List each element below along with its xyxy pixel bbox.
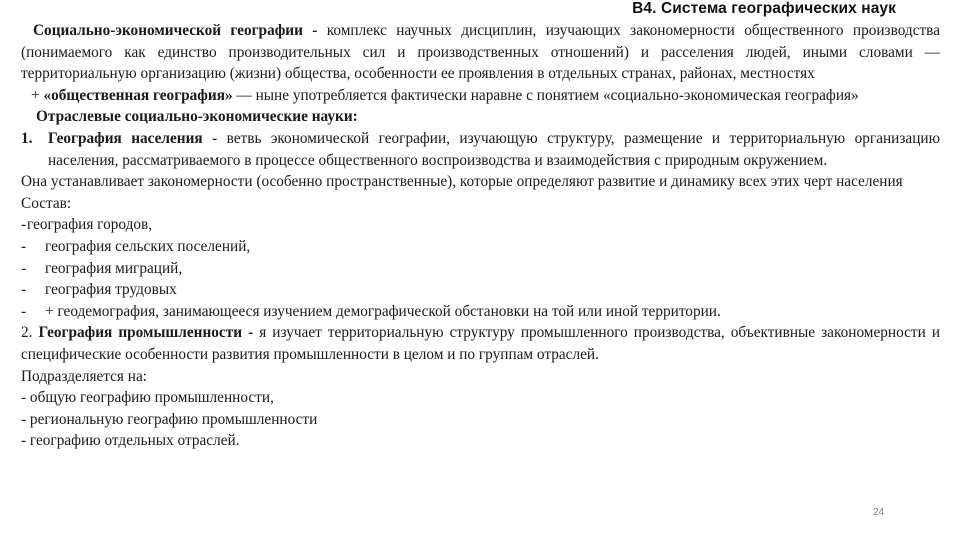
intro-term: Социально-экономической географии - [33, 22, 318, 39]
industry-term: География промышленности - [38, 324, 254, 342]
slide-content [21, 20, 940, 452]
population-definition: - ветвь экономической географии, изучающую структуру, размещение и территориальную организацию населения, рассматриваемого в процессе общественного воспроизводства и взаимодействия с природным окружением. [48, 129, 940, 169]
list-item [21, 214, 940, 236]
list-dash: - [21, 281, 27, 299]
intro-paragraph [21, 20, 940, 85]
list-item-text: география трудовых [45, 281, 177, 299]
branches-heading: Отраслевые социально-экономические науки: [36, 108, 358, 126]
page-number: 24 [873, 507, 885, 518]
industry-definition: я изучает территориальную структуру промышленного производства, объективные закономерности и специфические особенности развития промышленности в целом и по группам отраслей. [21, 324, 941, 363]
plus-note-text: — ныне употребляется фактически наравне с понятием «социально-экономическая география» [232, 86, 859, 104]
list-dash: - [21, 302, 27, 320]
subdivision-item: - географию отдельных отраслей. [21, 432, 240, 450]
list-item-text: география миграций, [45, 259, 183, 277]
composition-label: Состав: [21, 194, 72, 212]
population-item [21, 128, 940, 171]
list-item [21, 236, 940, 258]
plus-note-paragraph [21, 85, 940, 107]
list-item [21, 258, 940, 280]
population-paragraph [48, 128, 940, 171]
list-item-text: география сельских поселений, [45, 237, 251, 255]
plus-note-term: «общественная география» [43, 86, 233, 104]
subdivision-label: Подразделяется на: [21, 367, 148, 385]
list-item [21, 301, 940, 323]
list-item [21, 279, 940, 301]
industry-paragraph [21, 322, 940, 365]
list-item-text: + геодемография, занимающееся изучением демографической обстановки на той или иной территории. [45, 302, 721, 320]
subdivision-item: - региональную географию промышленности [21, 410, 318, 428]
population-number: 1. [21, 129, 33, 147]
plus-note-prefix: + [31, 86, 44, 104]
population-note: Она устанавливает закономерности (особенно пространственные), которые определяют развитие и динамику всех этих черт населения [21, 173, 903, 191]
industry-number: 2. [21, 324, 33, 342]
intro-definition: комплекс научных дисциплин, изучающих закономерности общественного производства (понимаемого как единство производительных сил и производственных отношений) и расселения людей, иными словами — территориальную организацию (жизни) общества, особенности ее проявления в отдельных странах, районах, местностях [21, 22, 940, 83]
population-term: География населения [48, 129, 203, 147]
list-item-text: география городов, [27, 216, 153, 234]
subdivision-item: - общую географию промышленности, [21, 389, 274, 407]
list-dash: - [21, 216, 27, 234]
list-dash: - [21, 237, 27, 255]
slide-title: В4. Система географических наук [632, 0, 896, 17]
list-dash: - [21, 259, 27, 277]
